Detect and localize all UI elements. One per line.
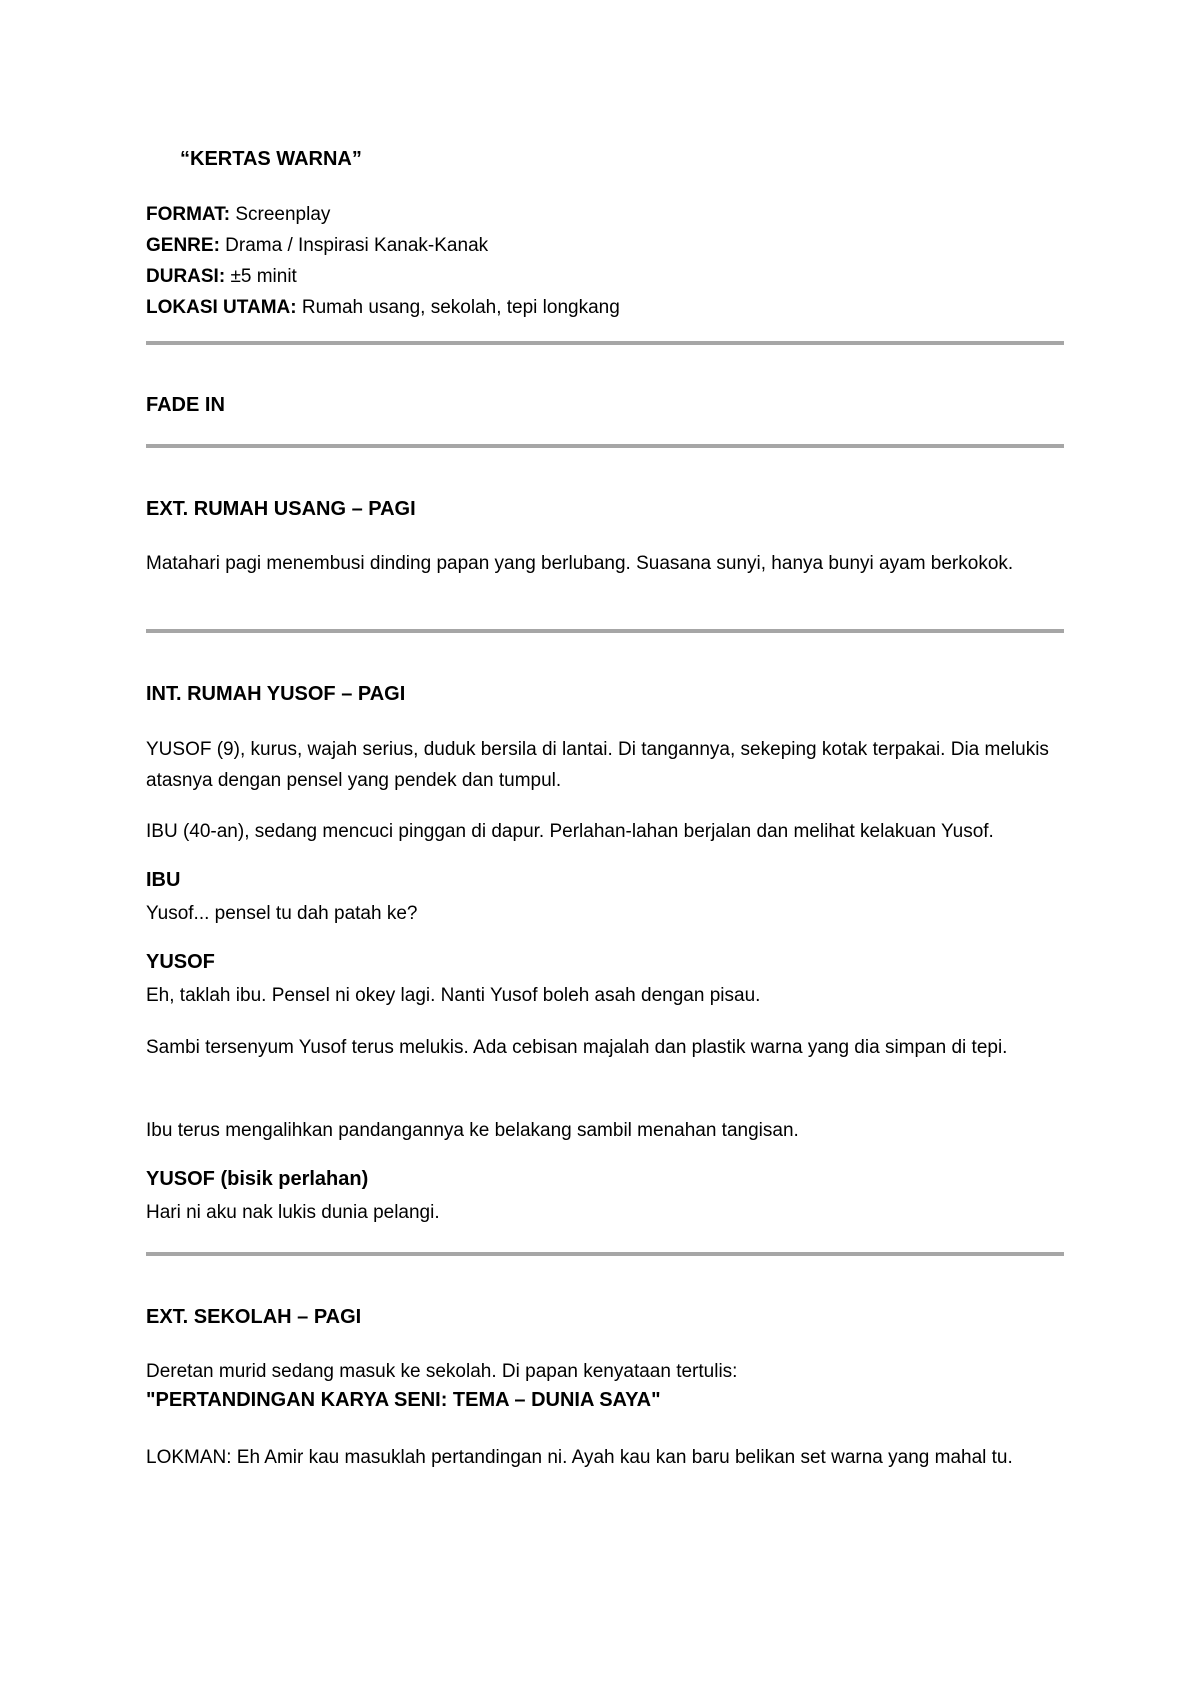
action-text: Deretan murid sedang masuk ke sekolah. Di papan kenyataan tertulis: <box>146 1361 738 1382</box>
action-text: Sambi tersenyum Yusof terus melukis. Ada cebisan majalah dan plastik warna yang dia simpan di tepi. <box>146 1037 1008 1058</box>
scene-heading: EXT. SEKOLAH – PAGI <box>146 1306 362 1328</box>
meta-duration: DURASI: ±5 minit <box>146 266 297 287</box>
speaker-label: LOKMAN: <box>146 1447 232 1468</box>
meta-format: FORMAT: Screenplay <box>146 204 331 225</box>
fade-in-heading: FADE IN <box>146 394 225 416</box>
notice-board-text: "PERTANDINGAN KARYA SENI: TEMA – DUNIA SAYA" <box>146 1389 661 1411</box>
action-text: Ibu terus mengalihkan pandangannya ke belakang sambil menahan tangisan. <box>146 1120 799 1141</box>
divider <box>146 629 1064 633</box>
dialogue-text: Eh Amir kau masuklah pertandingan ni. Ayah kau kan baru belikan set warna yang mahal tu. <box>231 1447 1013 1468</box>
dialogue-line <box>146 1442 1064 1473</box>
character-name: IBU <box>146 869 181 891</box>
character-name: YUSOF <box>146 951 215 973</box>
script-metadata <box>146 199 620 323</box>
divider <box>146 444 1064 448</box>
dialogue-text: Yusof... pensel tu dah patah ke? <box>146 903 418 924</box>
action-text: Matahari pagi menembusi dinding papan yang berlubang. Suasana sunyi, hanya bunyi ayam berkokok. <box>146 553 1014 574</box>
scene-heading: INT. RUMAH YUSOF – PAGI <box>146 683 406 705</box>
action-text: YUSOF (9), kurus, wajah serius, duduk bersila di lantai. Di tangannya, sekeping kotak terpakai. Dia melukis atasnya dengan pensel yang pendek dan tumpul. <box>146 739 1049 791</box>
dialogue-text: Hari ni aku nak lukis dunia pelangi. <box>146 1202 440 1223</box>
dialogue-text: Eh, taklah ibu. Pensel ni okey lagi. Nanti Yusof boleh asah dengan pisau. <box>146 985 761 1006</box>
scene-heading: EXT. RUMAH USANG – PAGI <box>146 498 416 520</box>
meta-location: LOKASI UTAMA: Rumah usang, sekolah, tepi longkang <box>146 297 620 318</box>
character-name: YUSOF (bisik perlahan) <box>146 1168 369 1190</box>
meta-genre: GENRE: Drama / Inspirasi Kanak-Kanak <box>146 235 489 256</box>
action-text: IBU (40-an), sedang mencuci pinggan di dapur. Perlahan-lahan berjalan dan melihat kelakuan Yusof. <box>146 821 994 842</box>
script-title: “KERTAS WARNA” <box>180 148 362 170</box>
divider <box>146 341 1064 345</box>
divider <box>146 1252 1064 1256</box>
